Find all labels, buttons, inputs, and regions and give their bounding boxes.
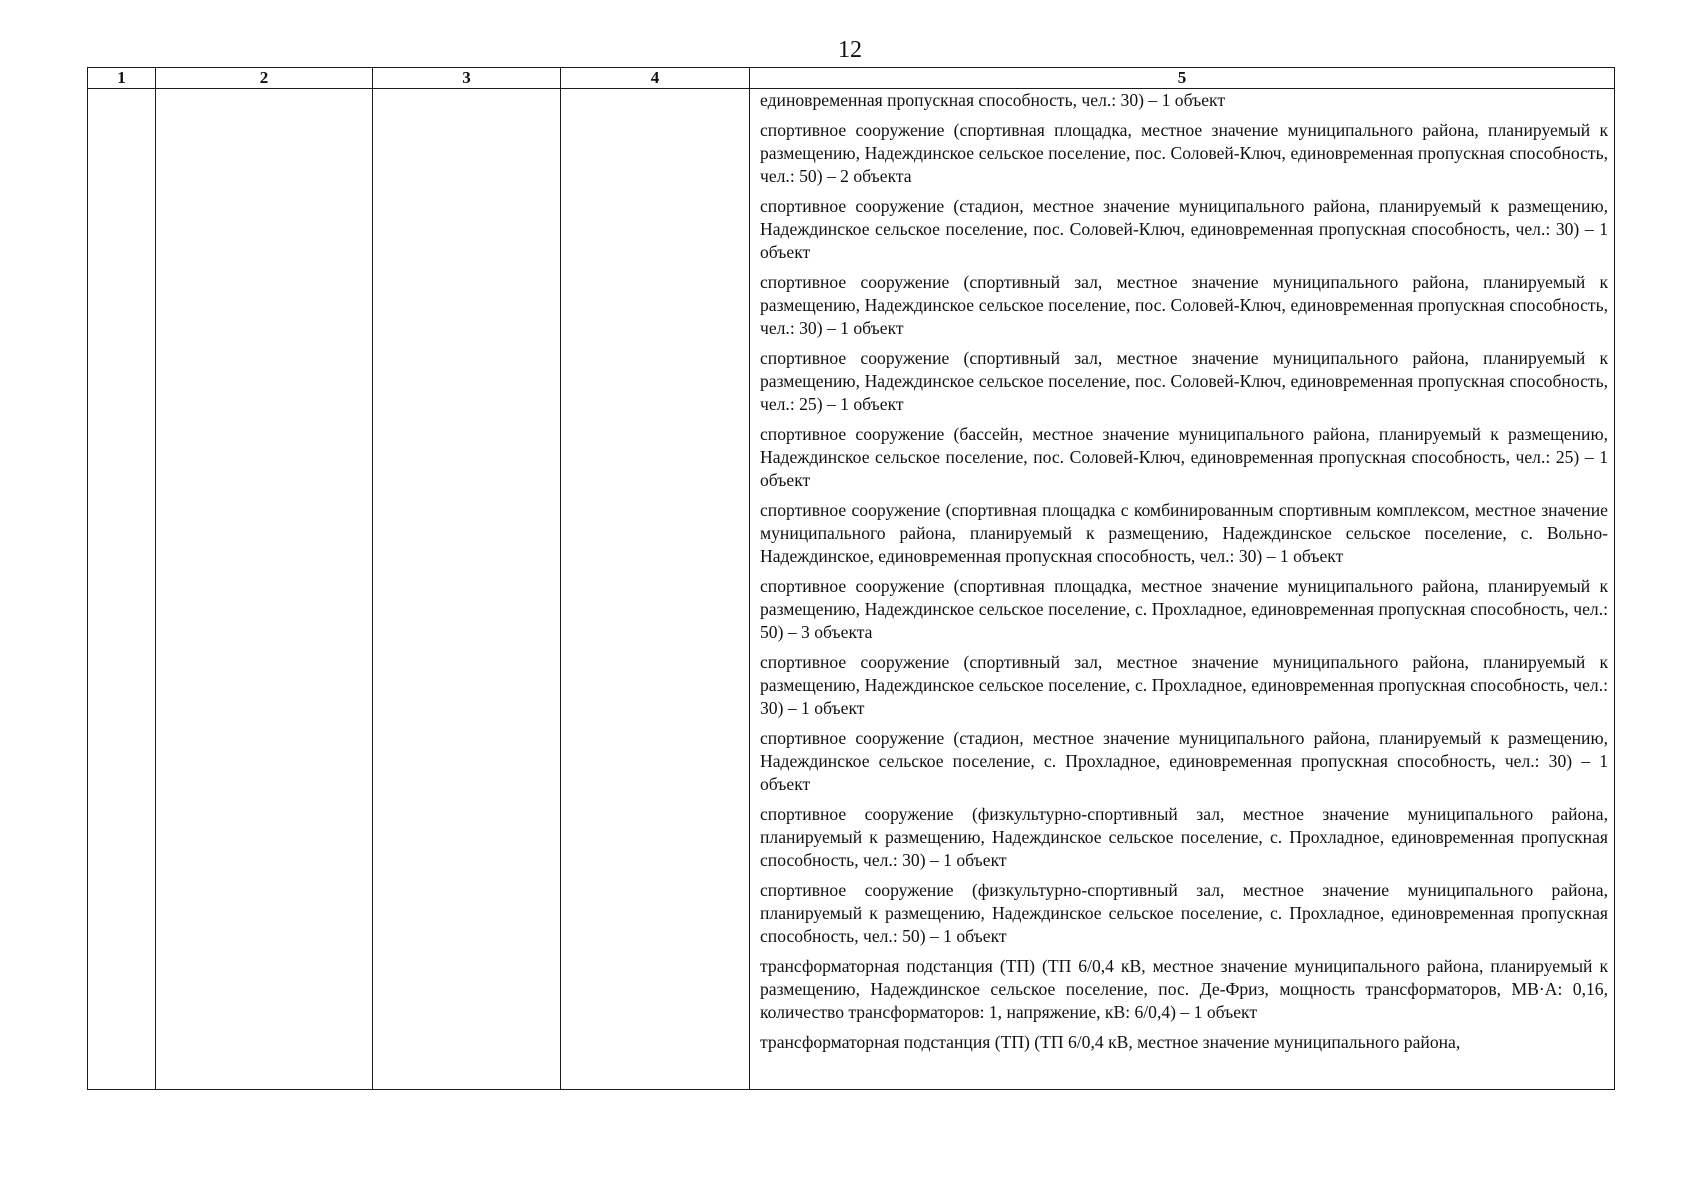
column-header-4: 4 [561,68,750,89]
cell-col-3 [373,89,561,1090]
object-entry: трансформаторная подстанция (ТП) (ТП 6/0,4 кВ, местное значение муниципального района, [760,1032,1461,1052]
object-entry: спортивное сооружение (спортивный зал, местное значение муниципального района, планируемый к размещению, Надеждинское сельское поселение, с. Прохладное, единовременная пропускная способность, чел.: 30) – 1 объект [760,652,1608,718]
page-number: 12 [838,37,862,63]
object-entry: спортивное сооружение (спортивная площадка, местное значение муниципального района, планируемый к размещению, Надеждинское сельское поселение, пос. Соловей-Ключ, единовременная пропускная способность, чел.: 50) – 2 объекта [760,120,1608,186]
column-header-2: 2 [156,68,373,89]
object-entry: спортивное сооружение (спортивная площадка с комбинированным спортивным комплексом, местное значение муниципального района, планируемый к размещению, Надеждинское сельское поселение, с. Вольно-Надеждинское, единовременная пропускная способность, чел.: 30) – 1 объект [760,500,1608,566]
object-entry: спортивное сооружение (физкультурно-спортивный зал, местное значение муниципального района, планируемый к размещению, Надеждинское сельское поселение, с. Прохладное, единовременная пропускная способность, чел.: 30) – 1 объект [760,804,1608,870]
table-row [88,89,1615,1090]
column-header-1: 1 [88,68,156,89]
object-entry: спортивное сооружение (спортивный зал, местное значение муниципального района, планируемый к размещению, Надеждинское сельское поселение, пос. Соловей-Ключ, единовременная пропускная способность, чел.: 25) – 1 объект [760,348,1608,414]
object-entry: трансформаторная подстанция (ТП) (ТП 6/0,4 кВ, местное значение муниципального района, планируемый к размещению, Надеждинское сельское поселение, пос. Де-Фриз, мощность трансформаторов, МВ·А: 0,16, количество трансформаторов: 1, напряжение, кВ: 6/0,4) – 1 объект [760,956,1608,1022]
object-entry: спортивное сооружение (спортивный зал, местное значение муниципального района, планируемый к размещению, Надеждинское сельское поселение, пос. Соловей-Ключ, единовременная пропускная способность, чел.: 30) – 1 объект [760,272,1608,338]
object-entry: спортивное сооружение (стадион, местное значение муниципального района, планируемый к размещению, Надеждинское сельское поселение, пос. Соловей-Ключ, единовременная пропускная способность, чел.: 30) – 1 объект [760,196,1608,262]
object-entry: спортивное сооружение (спортивная площадка, местное значение муниципального района, планируемый к размещению, Надеждинское сельское поселение, с. Прохладное, единовременная пропускная способность, чел.: 50) – 3 объекта [760,576,1608,642]
object-entry: спортивное сооружение (бассейн, местное значение муниципального района, планируемый к размещению, Надеждинское сельское поселение, пос. Соловей-Ключ, единовременная пропускная способность, чел.: 25) – 1 объект [760,424,1608,490]
cell-col-1 [88,89,156,1090]
column-header-3: 3 [373,68,561,89]
object-entry: единовременная пропускная способность, чел.: 30) – 1 объект [760,90,1226,110]
cell-col-2 [156,89,373,1090]
cell-col-5 [750,89,1615,1090]
table-header-row [88,68,1615,89]
object-entry: спортивное сооружение (физкультурно-спортивный зал, местное значение муниципального района, планируемый к размещению, Надеждинское сельское поселение, с. Прохладное, единовременная пропускная способность, чел.: 50) – 1 объект [760,880,1608,946]
column-header-5: 5 [750,68,1615,89]
object-entry: спортивное сооружение (стадион, местное значение муниципального района, планируемый к размещению, Надеждинское сельское поселение, с. Прохладное, единовременная пропускная способность, чел.: 30) – 1 объект [760,728,1608,794]
cell-col-4 [561,89,750,1090]
objects-table [87,67,1615,1090]
